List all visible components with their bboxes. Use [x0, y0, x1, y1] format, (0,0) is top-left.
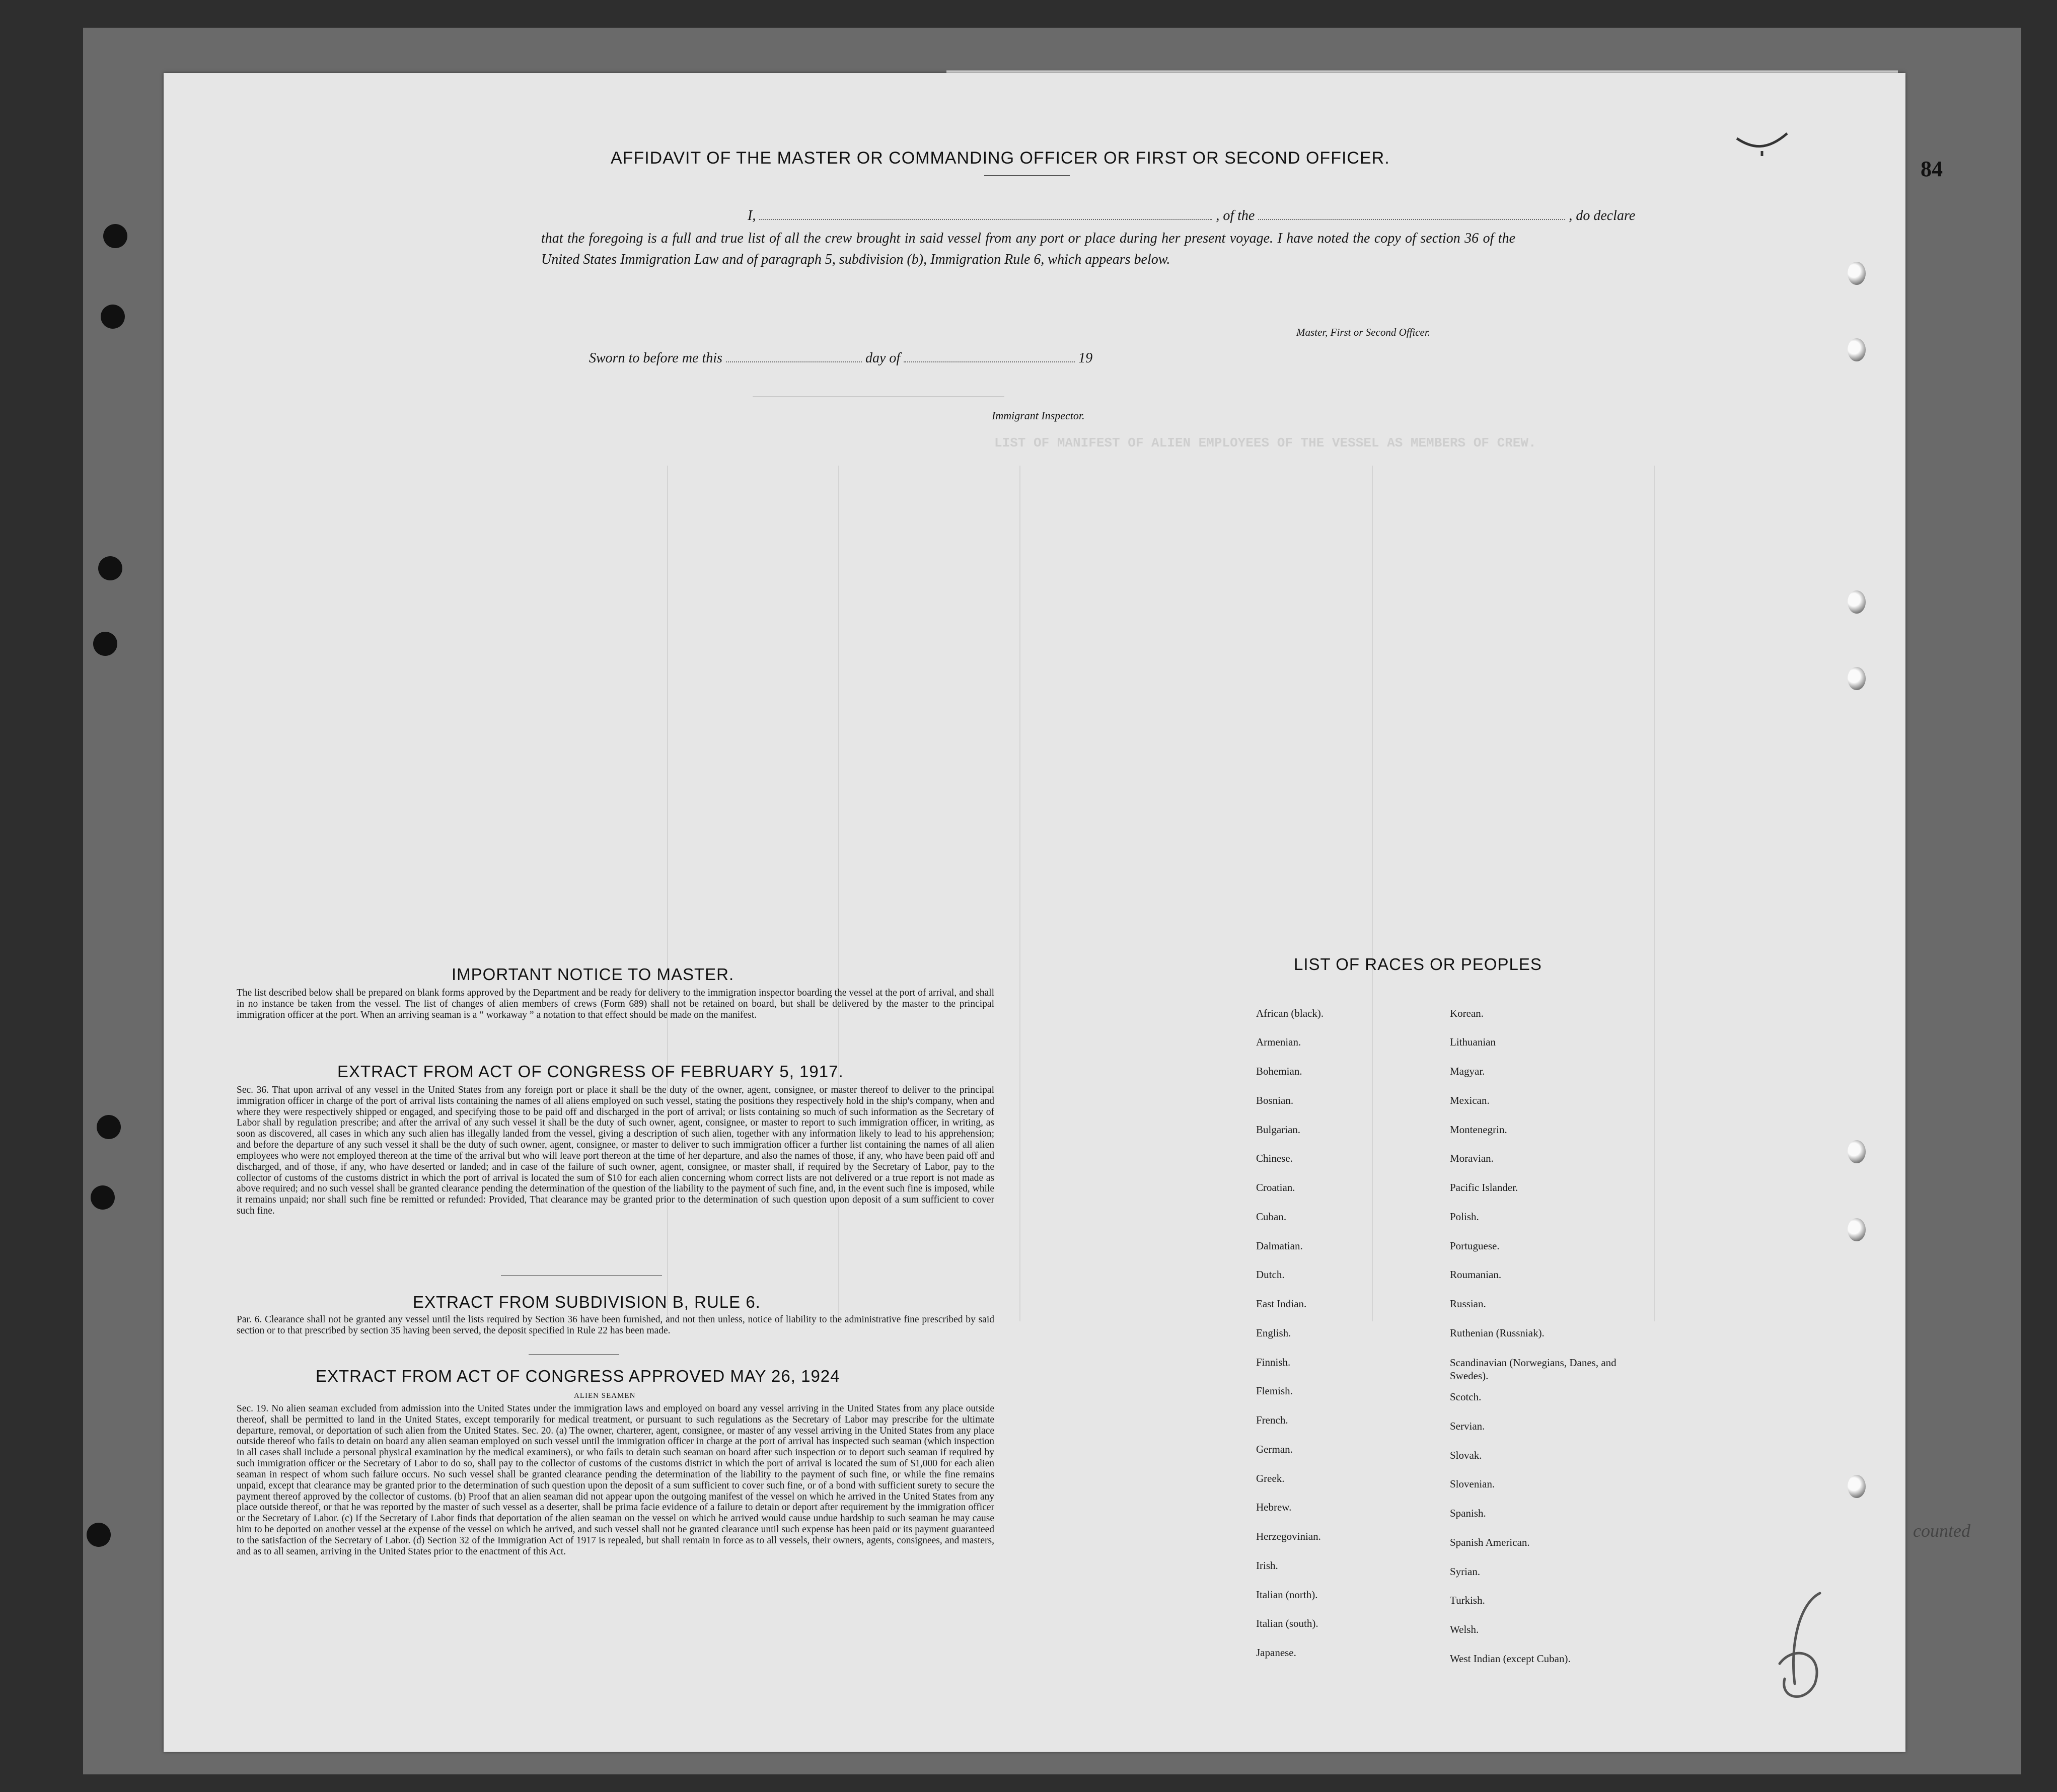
affidavit-page [164, 73, 1905, 1752]
race-item: Spanish. [1450, 1507, 1486, 1519]
race-item: Armenian. [1256, 1036, 1301, 1048]
race-item: Welsh. [1450, 1623, 1479, 1635]
sworn-day-field[interactable] [726, 347, 862, 362]
race-item: Slovenian. [1450, 1478, 1495, 1490]
races-title: LIST OF RACES OR PEOPLES [1294, 955, 1542, 974]
race-item: Ruthenian (Russniak). [1450, 1327, 1545, 1339]
race-item: Bosnian. [1256, 1094, 1294, 1106]
race-item: Dalmatian. [1256, 1240, 1303, 1252]
section-divider [529, 1354, 619, 1355]
race-item: African (black). [1256, 1007, 1324, 1019]
race-item: Syrian. [1450, 1565, 1481, 1578]
race-item: Croatian. [1256, 1181, 1295, 1193]
race-item: Pacific Islander. [1450, 1181, 1518, 1193]
notice-title: IMPORTANT NOTICE TO MASTER. [452, 965, 734, 984]
section-divider [501, 1275, 662, 1276]
race-item: Bulgarian. [1256, 1124, 1301, 1136]
race-item: Hebrew. [1256, 1501, 1292, 1513]
sworn-year: 19 [1078, 350, 1093, 366]
race-item: Polish. [1450, 1211, 1479, 1223]
margin-handwritten-note: counted [1913, 1521, 1970, 1541]
race-item: Slovak. [1450, 1449, 1482, 1461]
declaration-end: , do declare [1569, 208, 1636, 223]
binder-hole [1848, 338, 1866, 361]
race-item: Korean. [1450, 1007, 1484, 1019]
race-item: Moravian. [1450, 1152, 1494, 1164]
race-item: English. [1256, 1327, 1291, 1339]
sworn-line [589, 347, 1092, 366]
binder-hole [1848, 1140, 1866, 1163]
handwritten-mark [1759, 1583, 1850, 1709]
declaration-of-the: , of the [1216, 208, 1255, 223]
binder-hole [91, 1185, 115, 1210]
declaration-line [594, 205, 1681, 224]
vessel-name-field[interactable] [1258, 205, 1565, 220]
race-item: Italian (south). [1256, 1617, 1318, 1629]
bleed-through-rule [1019, 466, 1020, 1321]
binder-hole [1848, 667, 1866, 690]
binder-hole [101, 305, 125, 329]
master-signature-caption: Master, First or Second Officer. [1296, 326, 1430, 338]
sworn-day-of: day of [865, 350, 901, 366]
extract-1917-text: Sec. 36. That upon arrival of any vessel in the United States from any foreign port or place it shall be the duty of the owner, agent, consignee, or master thereof to deliver to the principal immigration officer in charge of the port of arrival lists containing the names of all aliens employed on such vessel, stating the positions they respectively hold in the ship's company, when and where they were respectively shipped or engaged, and specifying those to be paid off and discharged in the port of arrival; or lists containing so much of such information as the Secretary of Labor shall by regulation prescribe; and after the arrival of any such vessel it shall be the duty of such owner, agent, consignee, or master to report to such immigration officer, in writing, as soon as discovered, all cases in which any such alien has illegally landed from the vessel, giving a description of such alien, together with any information likely to lead to his apprehension; and before the departure of any such vessel it shall be the duty of such owner, agent, consignee, or master to deliver to such immigration officer a further list containing the names of all alien employees who were not employed thereon at the time of the arrival but who will leave port thereon at the time of her departure, and also the names of those, if any, who have been paid off and discharged, and of those, if any, who have deserted or landed; and in case of the failure of such owner, agent, consignee, or master shall, if required by the Secretary of Labor, pay to the collector of customs of the customs district in which the port of arrival is located the sum of $10 for each alien concerning whom correct lists are not delivered or a true report is not made as above required; and no such vessel shall be granted clearance pending the determination of the question of the liability to the payment of such fine, and, in the event such fine is imposed, while it remains unpaid; nor shall such fine be remitted or refunded: Provided, That clearance may be granted prior to the determination of such question upon deposit of a sum sufficient to cover such fine. [237, 1085, 994, 1217]
race-item: Russian. [1450, 1298, 1486, 1310]
race-item: Irish. [1256, 1559, 1278, 1572]
extract-rule6-text: Par. 6. Clearance shall not be granted any vessel until the lists required by Section 36 have been furnished, and not then unless, notice of liability to the administrative fine prescribed by said section or to that prescribed by section 35 having been served, the deposit specified in Rule 22 has been made. [237, 1314, 994, 1336]
race-item: Mexican. [1450, 1094, 1490, 1106]
race-item: Roumanian. [1450, 1268, 1502, 1281]
title-underline [984, 175, 1070, 176]
right-margin-number: 84 [1921, 157, 1943, 181]
binder-hole [87, 1523, 111, 1547]
race-item: Chinese. [1256, 1152, 1293, 1164]
extract-1924-subtitle: ALIEN SEAMEN [574, 1392, 636, 1400]
binder-hole [98, 556, 122, 580]
race-item: Spanish American. [1450, 1536, 1530, 1548]
race-item: Magyar. [1450, 1065, 1485, 1077]
race-item: West Indian (except Cuban). [1450, 1653, 1571, 1665]
sworn-prefix: Sworn to before me this [589, 350, 722, 366]
binder-hole [1848, 1475, 1866, 1498]
bleed-through-text: LIST OF MANIFEST OF ALIEN EMPLOYEES OF THE VESSEL AS MEMBERS OF CREW. [994, 435, 1536, 451]
affidavit-title: AFFIDAVIT OF THE MASTER OR COMMANDING OFFICER OR FIRST OR SECOND OFFICER. [611, 148, 1390, 168]
extract-rule6-title: EXTRACT FROM SUBDIVISION B, RULE 6. [413, 1293, 761, 1311]
race-item: Flemish. [1256, 1385, 1293, 1397]
binder-hole [1848, 262, 1866, 285]
race-item: Herzegovinian. [1256, 1530, 1321, 1542]
master-name-field[interactable] [759, 205, 1212, 220]
binder-hole [93, 632, 117, 656]
inspector-caption: Immigrant Inspector. [992, 409, 1085, 422]
race-item: French. [1256, 1414, 1288, 1426]
race-item: Dutch. [1256, 1268, 1285, 1281]
race-item: Cuban. [1256, 1211, 1287, 1223]
ink-mark-top-right [1732, 128, 1792, 159]
race-item: Finnish. [1256, 1356, 1291, 1368]
bleed-through-rule [1654, 466, 1655, 1321]
race-item: Servian. [1450, 1420, 1485, 1432]
race-item: Greek. [1256, 1472, 1285, 1484]
race-item: German. [1256, 1443, 1293, 1455]
race-item: Turkish. [1450, 1594, 1485, 1606]
extract-1924-text: Sec. 19. No alien seaman excluded from admission into the United States under the immigration laws and employed on board any vessel arriving in the United States from any place outside thereof, shall be permitted to land in the United States, except temporarily for medical treatment, or pursuant to such regulations as the Secretary of Labor may prescribe for the ultimate departure, removal, or deportation of such alien from the United States. Sec. 20. (a) The owner, charterer, agent, consignee, or master of any vessel arriving in the United States from any place outside thereof who fails to detain on board any alien seaman employed on such vessel until the immigration officer in charge at the port of arrival has inspected such seaman (which inspection in all cases shall include a personal physical examination by the medical examiners), or who fails to detain such seaman on board after such inspection or to deport such seaman if required by such immigration officer or the Secretary of Labor to do so, shall pay to the collector of customs of the customs district in which the port of arrival is located the sum of $1,000 for each alien seaman in respect of whom such failure occurs. No such vessel shall be granted clearance pending the determination of the liability to the payment of such fine, or while the fine remains unpaid, except that clearance may be granted prior to the determination of such question upon the deposit of a sum sufficient to cover such fine, or of a bond with sufficient surety to secure the payment thereof approved by the collector of customs. (b) Proof that an alien seaman did not appear upon the outgoing manifest of the vessel on which he arrived in the United States from any place outside thereof, or that he was reported by the master of such vessel as a deserter, shall be prima facie evidence of a failure to detain or deport after requirement by the immigration officer or the Secretary of Labor. (c) If the Secretary of Labor finds that deportation of the alien seaman on the vessel on which he arrived would cause undue hardship to such seaman he may cause him to be deported on another vessel at the expense of the vessel on which he arrived, and such vessel shall not be granted clearance until such expense has been paid or its payment guaranteed to the satisfaction of the Secretary of Labor. (d) Section 32 of the Immigration Act of 1917 is repealed, but shall remain in force as to all vessels, their owners, agents, consignees, and masters, and as to all seamen, arriving in the United States prior to the enactment of this Act. [237, 1403, 994, 1557]
extract-1917-title: EXTRACT FROM ACT OF CONGRESS OF FEBRUARY 5, 1917. [337, 1062, 844, 1081]
race-item: Montenegrin. [1450, 1124, 1507, 1136]
sworn-month-field[interactable] [904, 347, 1075, 362]
race-item: Portuguese. [1450, 1240, 1500, 1252]
race-item: Italian (north). [1256, 1589, 1318, 1601]
race-item: Japanese. [1256, 1647, 1296, 1659]
race-item: East Indian. [1256, 1298, 1307, 1310]
notice-text: The list described below shall be prepared on blank forms approved by the Department and be ready for delivery to the immigration inspector boarding the vessel at the port of arrival, and shall in no instance be taken from the vessel. The list of changes of alien members of crews (Form 689) shall not be retained on board, but shall be delivered by the master to the principal immigration officer at the port. When an arriving seaman is a “ workaway ” a notation to that effect should be made on the manifest. [237, 988, 994, 1020]
race-item: Lithuanian [1450, 1036, 1496, 1048]
binder-hole [1848, 1218, 1866, 1241]
extract-1924-title: EXTRACT FROM ACT OF CONGRESS APPROVED MAY 26, 1924 [316, 1367, 840, 1385]
bleed-through-rule [1372, 466, 1373, 1321]
declaration-statement: that the foregoing is a full and true list of all the crew brought in said vessel from any port or place during her present voyage. I have noted the copy of section 36 of the United States Immigration Law and of paragraph 5, subdivision (b), Immigration Rule 6, which appears below. [541, 231, 1515, 267]
binder-hole [1848, 590, 1866, 614]
race-item: Scotch. [1450, 1391, 1482, 1403]
race-item: Bohemian. [1256, 1065, 1302, 1077]
declaration-i: I, [748, 208, 756, 223]
binder-hole [103, 224, 127, 248]
binder-hole [97, 1115, 121, 1139]
race-item: Scandinavian (Norwegians, Danes, and Swedes). [1450, 1357, 1617, 1382]
